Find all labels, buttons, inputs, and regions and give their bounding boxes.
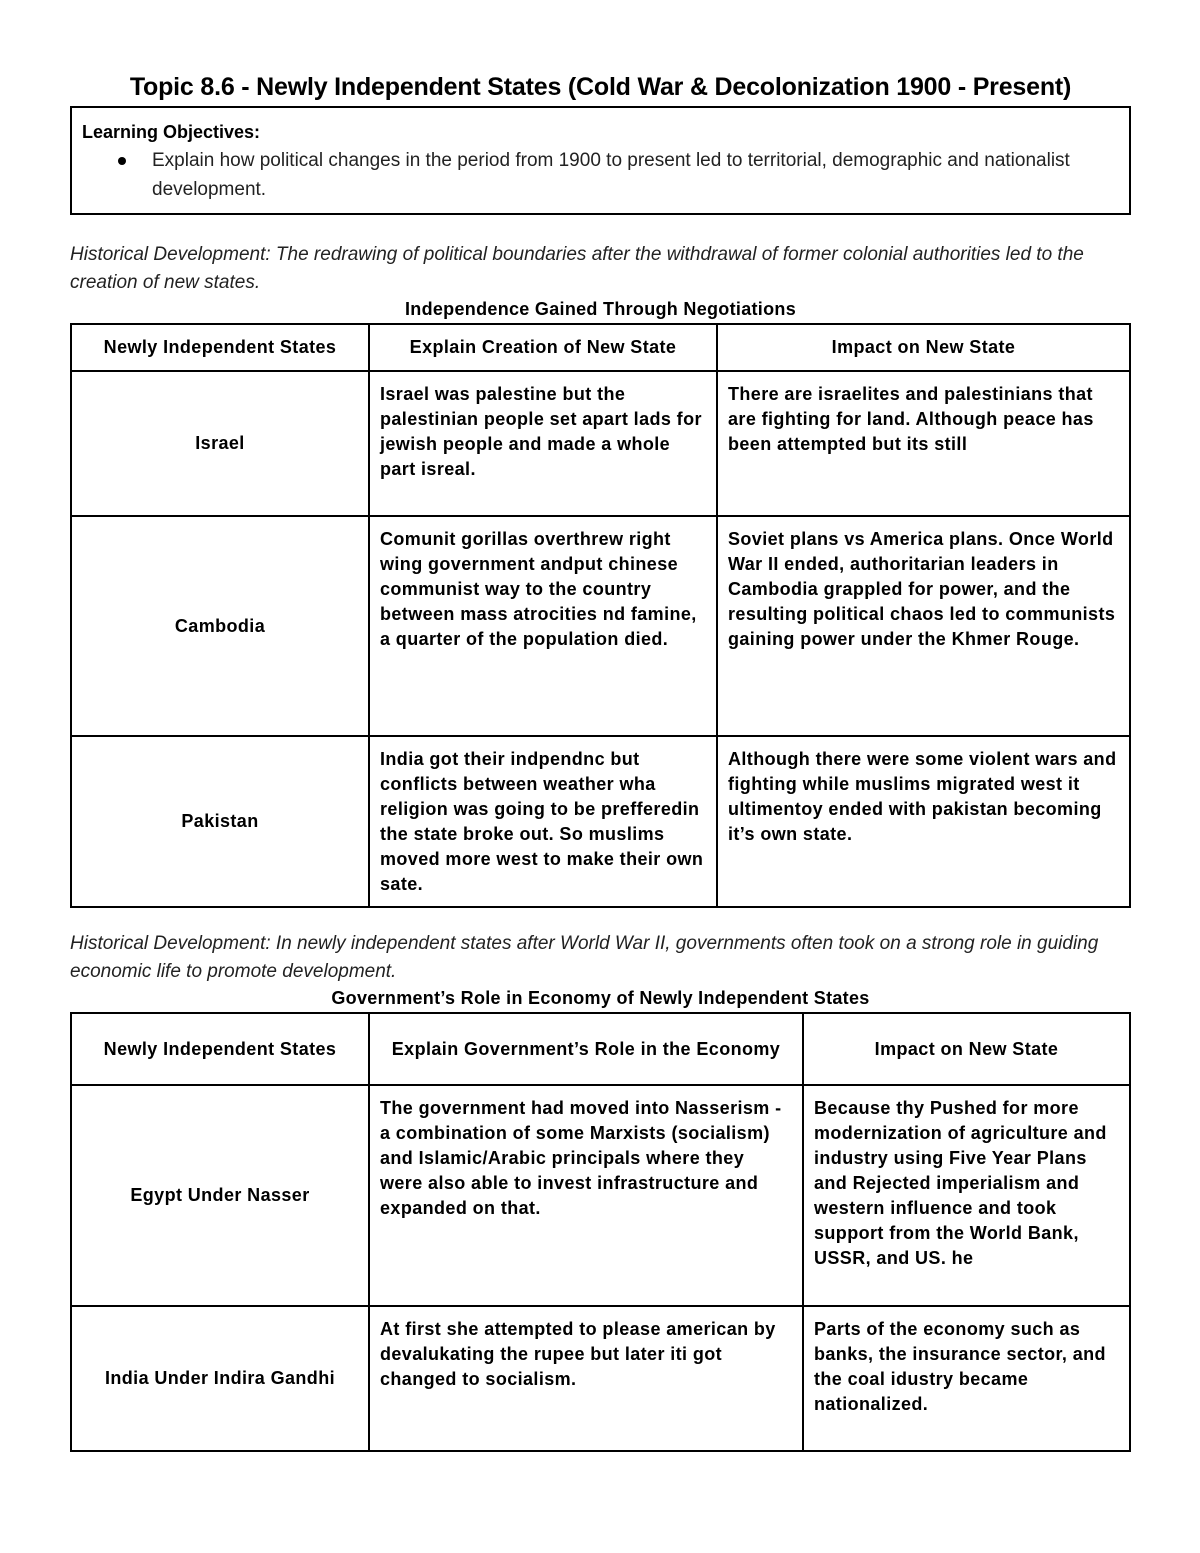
table-header-row <box>71 324 1130 371</box>
state-name: Egypt Under Nasser <box>71 1085 369 1306</box>
column-header: Impact on New State <box>717 324 1130 371</box>
creation-text: Comunit gorillas overthrew right wing government andput chinese communist way to the country between mass atrocities nd famine, a quarter of the population died. <box>369 516 717 736</box>
column-header: Explain Creation of New State <box>369 324 717 371</box>
table2-title: Government’s Role in Economy of Newly Independent States <box>331 988 870 1008</box>
learning-objectives-box <box>70 106 1131 215</box>
table-header-row <box>71 1013 1130 1085</box>
learning-objectives-label: Learning Objectives: <box>82 122 261 142</box>
impact-text: Soviet plans vs America plans. Once World War II ended, authoritarian leaders in Cambodia grappled for power, and the resulting political chaos led to communists gaining power under the Khmer Rouge. <box>717 516 1130 736</box>
column-header: Newly Independent States <box>71 1013 369 1085</box>
economy-table <box>70 1012 1131 1452</box>
state-name: Cambodia <box>71 516 369 736</box>
role-text: The government had moved into Nasserism - a combination of some Marxists (socialism) and Islamic/Arabic principals where they were also able to invest infrastructure and expanded on that. <box>369 1085 803 1306</box>
column-header: Explain Government’s Role in the Economy <box>369 1013 803 1085</box>
historical-development-2: Historical Development: In newly independent states after World War II, governments often took on a strong role in guiding economic life to promote development. <box>70 933 1099 982</box>
document-page <box>70 70 1131 1452</box>
learning-objective-item <box>152 146 1117 204</box>
negotiations-table <box>70 323 1131 908</box>
impact-text: Parts of the economy such as banks, the insurance sector, and the coal idustry became nationalized. <box>803 1306 1130 1451</box>
column-header: Newly Independent States <box>71 324 369 371</box>
bullet-icon <box>118 157 126 165</box>
impact-text: There are israelites and palestinians that are fighting for land. Although peace has been attempted but its still <box>717 371 1130 516</box>
table-row <box>71 371 1130 516</box>
learning-objective-text: Explain how political changes in the period from 1900 to present led to territorial, demographic and nationalist development. <box>152 150 1070 200</box>
historical-development-1: Historical Development: The redrawing of political boundaries after the withdrawal of former colonial authorities led to the creation of new states. <box>70 244 1084 293</box>
state-name: Israel <box>71 371 369 516</box>
column-header: Impact on New State <box>803 1013 1130 1085</box>
role-text: At first she attempted to please american by devalukating the rupee but later iti got changed to socialism. <box>369 1306 803 1451</box>
learning-objectives-list <box>82 146 1117 204</box>
page-title: Topic 8.6 - Newly Independent States (Cold War & Decolonization 1900 - Present) <box>129 73 1072 101</box>
table-row <box>71 1306 1130 1451</box>
creation-text: India got their indpendnc but conflicts between weather wha religion was going to be prefferedin the state broke out. So muslims moved more west to make their own sate. <box>369 736 717 907</box>
impact-text: Because thy Pushed for more modernization of agriculture and industry using Five Year Plans and Rejected imperialism and western influence and took support from the World Bank, USSR, and US. he <box>803 1085 1130 1306</box>
table-row <box>71 1085 1130 1306</box>
state-name: India Under Indira Gandhi <box>71 1306 369 1451</box>
table1-title: Independence Gained Through Negotiations <box>404 299 797 319</box>
creation-text: Israel was palestine but the palestinian people set apart lads for jewish people and made a whole part isreal. <box>369 371 717 516</box>
table-row <box>71 516 1130 736</box>
state-name: Pakistan <box>71 736 369 907</box>
table-row <box>71 736 1130 907</box>
impact-text: Although there were some violent wars and fighting while muslims migrated west it ultimentoy ended with pakistan becoming it’s own state. <box>717 736 1130 907</box>
